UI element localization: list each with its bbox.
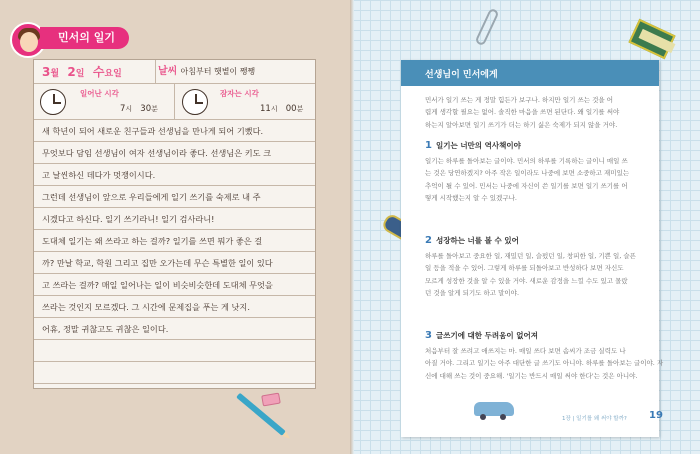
sleep-label: 잠자는 시각 (220, 89, 259, 98)
diary-sheet (33, 59, 316, 389)
diary-line: 도대체 일기는 왜 쓰라고 하는 걸까? 일기를 쓰면 뭐가 좋은 걸 (34, 230, 315, 252)
section-1-title: 1 일기는 너만의 역사책이야 (425, 140, 521, 151)
date-cell: 3월 2일 수요일 (34, 60, 156, 84)
section-3-body: 처음부터 잘 쓰려고 애쓰지는 마. 매일 쓰다 보면 솜씨가 조금 실력도 나 아질 거야. 그리고 일기는 아주 대단한 글 쓰기도 아니야. 하루를 돌아보는 글이야. 자 신에 대해 쓰는 것이 중요해. '일기는 반드시 매일 써야 한다'는 것은 아니야. (425, 347, 664, 380)
teacher-letter-panel (401, 60, 664, 437)
day: 2 (67, 65, 76, 79)
diary-line (34, 362, 315, 384)
wake-time: 7시 30분 (120, 104, 158, 114)
toy-car-icon (474, 402, 514, 416)
diary-line: 새 학년이 되어 새로운 친구들과 선생님을 만나게 되어 기뻤다. (34, 120, 315, 142)
diary-line: 무엇보다 담임 선생님이 여자 선생님이라 좋다. 선생님은 키도 크 (34, 142, 315, 164)
diary-line: 쓰라는 것인지 모르겠다. 그 시간에 문제집을 푸는 게 낫지. (34, 296, 315, 318)
diary-line: 고 쓰라는 걸까? 매일 일어나는 일이 비슷비슷한데 도대체 무엇을 (34, 274, 315, 296)
right-page (350, 0, 700, 454)
weather-cell (158, 60, 255, 84)
diary-line: 까? 만날 학교, 학원 그리고 집만 오가는데 무슨 특별한 일이 있다 (34, 252, 315, 274)
weekday: 수 (92, 65, 105, 79)
diary-title: 민서의 일기 (40, 27, 129, 49)
diary-line: 그런데 선생님이 앞으로 우리들에게 일기 쓰기를 숙제로 내 주 (34, 186, 315, 208)
diary-line (34, 340, 315, 362)
wake-label: 일어난 시각 (80, 89, 119, 98)
section-2-title: 2 성장하는 너를 볼 수 있어 (425, 235, 519, 246)
intro-paragraph: 민서가 일기 쓰는 게 정말 힘든가 보구나. 하지만 일기 쓰는 것을 어 렵게 생각할 필요는 없어. 솔직한 마음을 쓰면 된단다. 왜 일기를 써야 하는지 알아보면 일기 쓰기가 더는 하기 싫은 숙제가 되지 않을 거야. (425, 96, 620, 129)
book-gutter (350, 0, 354, 454)
eraser-icon (261, 393, 281, 407)
avatar-face (20, 32, 38, 52)
paperclip-icon (474, 8, 499, 47)
section-1-body: 일기는 하루를 돌아보는 글이야. 민서의 하루를 기록하는 글이니 매일 쓰 는 것은 당연하겠지? 아주 작은 일이라도 나중에 보면 소중하고 재미있는 추억이 될 수 있어. 민서는 나중에 자신이 쓴 일기를 보면 일기 쓰기를 어 떻게 시작했는지 알 수 있겠구나. (425, 157, 630, 203)
sleep-clock-icon (182, 89, 208, 115)
chapter-footer: 1장 | 일기를 왜 써야 할까? (562, 416, 627, 422)
month: 3 (42, 65, 51, 79)
wake-clock-icon (40, 89, 66, 115)
diary-line: 어휴, 정말 귀찮고도 귀찮은 일이다. (34, 318, 315, 340)
weather-value: 아침부터 햇볕이 쨍쨍 (180, 67, 256, 76)
weather-label: 날씨 (158, 66, 178, 77)
sleep-time: 11시 00분 (260, 104, 304, 114)
diary-line: 시겠다고 하신다. 일기 쓰기라니! 일기 검사라니! (34, 208, 315, 230)
panel-title: 선생님이 민서에게 (425, 70, 498, 80)
time-divider (174, 84, 175, 120)
diary-line: 고 날씬하신 데다가 멋쟁이시다. (34, 164, 315, 186)
section-2-body: 하루를 돌아보고 중요한 일, 재밌던 일, 슬펐던 일, 창피한 일, 기쁜 일, 슬픈 일 등을 적을 수 있어. 그렇게 하루를 되돌아보고 반성하다 보면 자신도 모르게 성장한 것을 알 수 있을 거야. 새로운 감정을 느낄 수도 있고 몰랐 던 것을 알게 되기도 하고 말이야. (425, 252, 636, 298)
date-row (34, 60, 315, 84)
section-3-title: 3 글쓰기에 대한 두려움이 없어져 (425, 330, 538, 341)
page-number: 19 (649, 410, 663, 421)
panel-header (401, 60, 659, 86)
